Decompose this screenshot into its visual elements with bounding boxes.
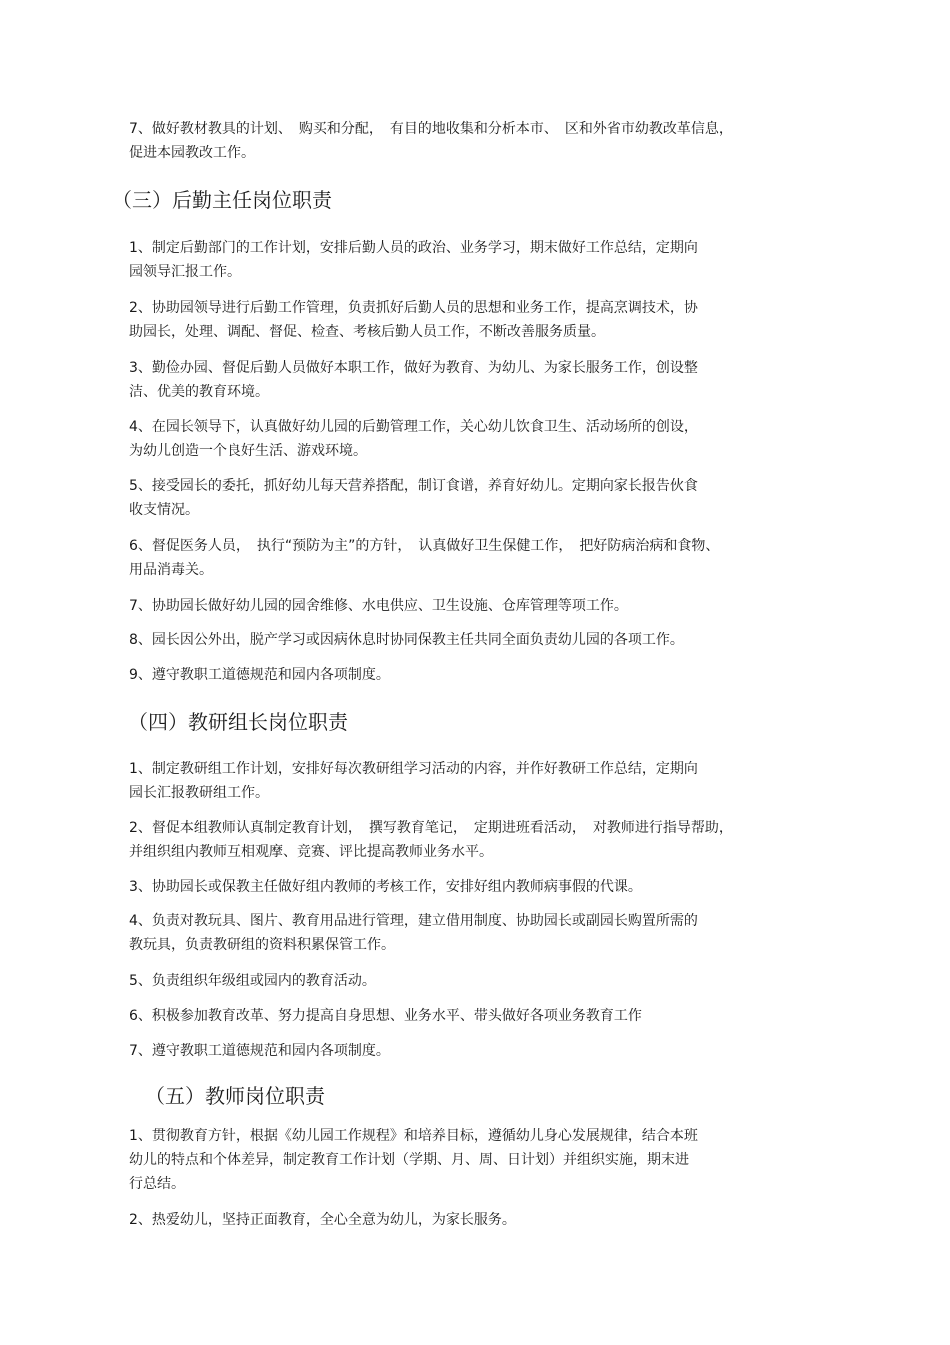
text-line: 5、接受园长的委托，抓好幼儿每天营养搭配，制订食谱，养育好幼儿。定期向家长报告伙食	[129, 478, 698, 494]
paragraph-4-7	[129, 1039, 390, 1063]
text-line: 3、勤俭办园、督促后勤人员做好本职工作，做好为教育、为幼儿、为家长服务工作，创设整	[129, 360, 698, 376]
text-line: 用品消毒关。	[129, 562, 213, 578]
text-line: 6、督促医务人员， 执行“预防为主”的方针， 认真做好卫生保健工作， 把好防病治病和食物、	[129, 538, 720, 554]
text-line: 教玩具，负责教研组的资料积累保管工作。	[129, 937, 395, 953]
paragraph-3-1	[129, 236, 698, 284]
text-line: 洁、优美的教育环境。	[129, 384, 269, 400]
text-line: 4、在园长领导下，认真做好幼儿园的后勤管理工作，关心幼儿饮食卫生、活动场所的创设，	[129, 419, 698, 435]
paragraph-5-2	[129, 1208, 516, 1232]
paragraph-3-8	[129, 628, 684, 652]
text-line: 7、协助园长做好幼儿园的园舍维修、水电供应、卫生设施、仓库管理等项工作。	[129, 598, 628, 614]
text-line: 2、督促本组教师认真制定教育计划， 撰写教育笔记， 定期进班看活动， 对教师进行指导帮助，	[129, 820, 733, 836]
text-line: 幼儿的特点和个体差异，制定教育工作计划（学期、月、周、日计划）并组织实施，期末进	[129, 1152, 689, 1168]
paragraph-4-5	[129, 969, 376, 993]
text-line: 5、负责组织年级组或园内的教育活动。	[129, 973, 376, 989]
text-line: 收支情况。	[129, 502, 199, 518]
text-line: 3、协助园长或保教主任做好组内教师的考核工作，安排好组内教师病事假的代课。	[129, 879, 642, 895]
paragraph-3-9	[129, 663, 390, 687]
paragraph-3-3	[129, 356, 698, 404]
text-line: 为幼儿创造一个良好生活、游戏环境。	[129, 443, 367, 459]
paragraph-4-6	[129, 1004, 642, 1028]
text-line: 8、园长因公外出，脱产学习或因病休息时协同保教主任共同全面负责幼儿园的各项工作。	[129, 632, 684, 648]
text-line: 1、贯彻教育方针，根据《幼儿园工作规程》和培养目标，遵循幼儿身心发展规律，结合本班	[129, 1128, 698, 1144]
text-line: 助园长，处理、调配、督促、检查、考核后勤人员工作，不断改善服务质量。	[129, 324, 605, 340]
text-line: 并组织组内教师互相观摩、竞赛、评比提高教师业务水平。	[129, 844, 493, 860]
section-heading-4: （四）教研组长岗位职责	[128, 710, 348, 734]
text-line: 园长汇报教研组工作。	[129, 785, 269, 801]
paragraph-3-6	[129, 534, 719, 582]
text-line: 促进本园教改工作。	[129, 145, 255, 161]
paragraph-3-2	[129, 296, 698, 344]
paragraph-5-1	[129, 1124, 698, 1196]
paragraph-4-1	[129, 757, 698, 805]
text-line: 2、协助园领导进行后勤工作管理，负责抓好后勤人员的思想和业务工作，提高烹调技术，协	[129, 300, 698, 316]
paragraph-4-3	[129, 875, 642, 899]
paragraph-3-7	[129, 594, 628, 618]
text-line: 7、遵守教职工道德规范和园内各项制度。	[129, 1043, 390, 1059]
paragraph-2-7	[129, 117, 733, 165]
text-line: 2、热爱幼儿，坚持正面教育，全心全意为幼儿，为家长服务。	[129, 1212, 516, 1228]
text-line: 9、遵守教职工道德规范和园内各项制度。	[129, 667, 390, 683]
section-heading-3: （三）后勤主任岗位职责	[112, 188, 332, 212]
text-line: 7、做好教材教具的计划、 购买和分配， 有目的地收集和分析本市、 区和外省市幼教改革信息，	[129, 121, 733, 137]
text-line: 1、制定教研组工作计划，安排好每次教研组学习活动的内容，并作好教研工作总结，定期向	[129, 761, 698, 777]
paragraph-3-4	[129, 415, 698, 463]
paragraph-3-5	[129, 474, 698, 522]
text-line: 园领导汇报工作。	[129, 264, 241, 280]
text-line: 1、制定后勤部门的工作计划，安排后勤人员的政治、业务学习，期末做好工作总结，定期向	[129, 240, 698, 256]
paragraph-4-2	[129, 816, 733, 864]
paragraph-4-4	[129, 909, 698, 957]
text-line: 6、积极参加教育改革、努力提高自身思想、业务水平、带头做好各项业务教育工作	[129, 1008, 642, 1024]
section-heading-5: （五）教师岗位职责	[145, 1084, 325, 1108]
text-line: 4、负责对教玩具、图片、教育用品进行管理，建立借用制度、协助园长或副园长购置所需的	[129, 913, 698, 929]
text-line: 行总结。	[129, 1176, 185, 1192]
